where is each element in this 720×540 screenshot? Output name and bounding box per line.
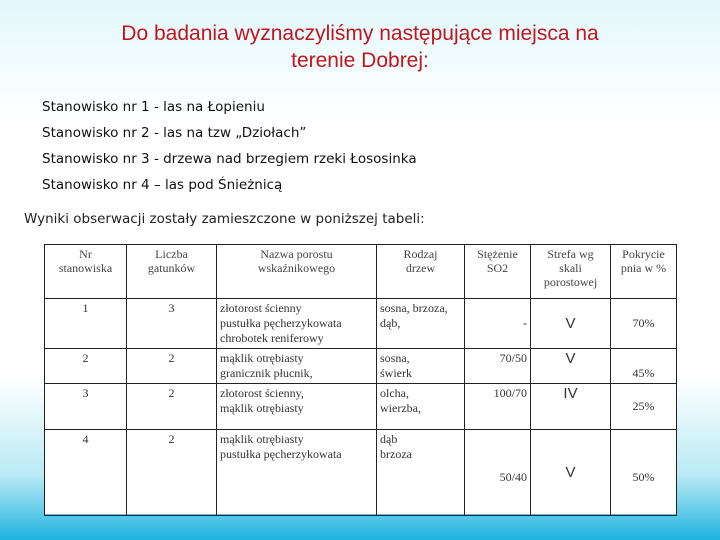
table-intro: Wyniki obserwacji zostały zamieszczone w poniższej tabeli:	[24, 211, 425, 227]
list-item: Stanowisko nr 3 - drzewa nad brzegiem rzeki Łososinka	[42, 151, 417, 167]
table-row	[45, 299, 677, 349]
cell-so2: -	[465, 299, 531, 349]
cell-liczba: 3	[127, 299, 217, 349]
cell-nr: 3	[45, 384, 127, 430]
table-row	[45, 349, 677, 384]
cell-drzewa: sosna, świerk	[377, 349, 465, 384]
cell-so2: 100/70	[465, 384, 531, 430]
list-item: Stanowisko nr 1 - las na Łopieniu	[42, 99, 265, 115]
cell-porosty: mąklik otrębiasty pustułka pęcherzykowata	[217, 430, 377, 516]
cell-porosty: mąklik otrębiasty granicznik płucnik,	[217, 349, 377, 384]
cell-liczba: 2	[127, 384, 217, 430]
cell-liczba: 2	[127, 430, 217, 516]
title-line-2: terenie Dobrej:	[291, 49, 429, 72]
cell-so2: 70/50	[465, 349, 531, 384]
cell-nr: 4	[45, 430, 127, 516]
cell-nr: 2	[45, 349, 127, 384]
cell-nr: 1	[45, 299, 127, 349]
results-table	[44, 244, 677, 516]
cell-pokrycie: 25%	[611, 384, 677, 430]
cell-porosty: złotorost ścienny, mąklik otrębiasty	[217, 384, 377, 430]
list-item: Stanowisko nr 4 – las pod Śnieżnicą	[42, 177, 283, 193]
cell-pokrycie: 45%	[611, 349, 677, 384]
cell-strefa: IV	[531, 384, 611, 430]
results-table-image	[44, 244, 676, 514]
cell-drzewa: sosna, brzoza, dąb,	[377, 299, 465, 349]
cell-strefa: V	[531, 299, 611, 349]
title-line-1: Do badania wyznaczyliśmy następujące miejsca na	[121, 22, 599, 45]
cell-so2: 50/40	[465, 430, 531, 516]
header-nr: Nr stanowiska	[45, 245, 127, 299]
header-pokrycie: Pokrycie pnia w %	[611, 245, 677, 299]
cell-porosty: złotorost ścienny pustułka pęcherzykowata chrobotek reniferowy	[217, 299, 377, 349]
list-item: Stanowisko nr 2 - las na tzw „Dziołach”	[42, 125, 307, 141]
table-row	[45, 384, 677, 430]
header-so2: Stężenie SO2	[465, 245, 531, 299]
cell-drzewa: olcha, wierzba,	[377, 384, 465, 430]
stations-list	[42, 97, 417, 201]
header-porost: Nazwa porostu wskaźnikowego	[217, 245, 377, 299]
cell-pokrycie: 50%	[611, 430, 677, 516]
cell-drzewa: dąb brzoza	[377, 430, 465, 516]
header-strefa: Strefa wg skali porostowej	[531, 245, 611, 299]
cell-strefa: V	[531, 430, 611, 516]
table-header-row	[45, 245, 677, 299]
header-liczba: Liczba gatunków	[127, 245, 217, 299]
cell-pokrycie: 70%	[611, 299, 677, 349]
table-row	[45, 430, 677, 516]
page-title	[40, 20, 680, 74]
cell-liczba: 2	[127, 349, 217, 384]
cell-strefa: V	[531, 349, 611, 384]
header-drzewa: Rodzaj drzew	[377, 245, 465, 299]
